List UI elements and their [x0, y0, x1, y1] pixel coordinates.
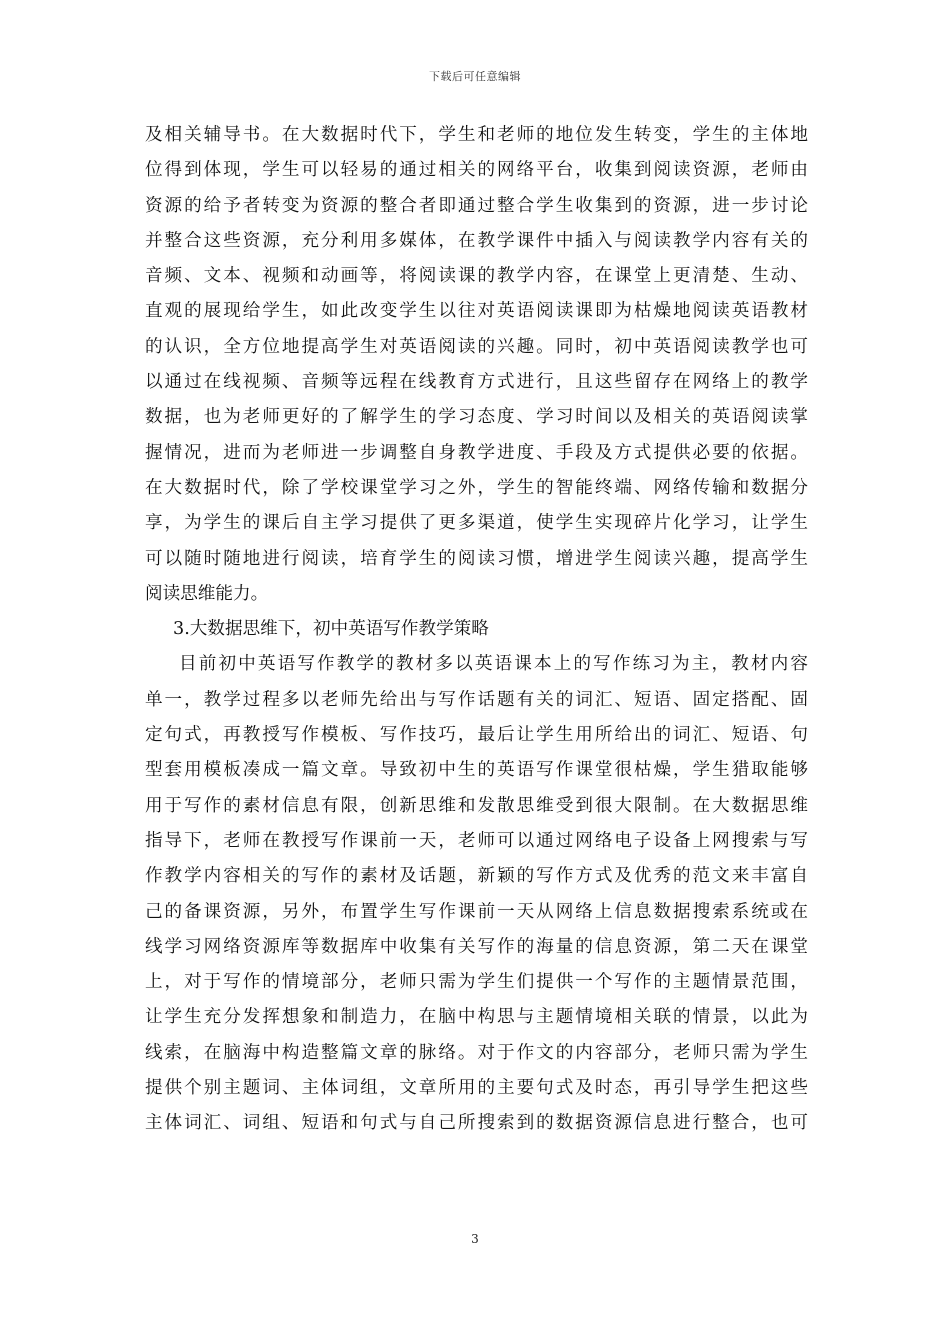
text-line: 以通过在线视频、音频等远程在线教育方式进行，且这些留存在网络上的教学: [145, 372, 808, 393]
section-heading: 3.大数据思维下，初中英语写作教学策略: [173, 619, 489, 640]
text-line: 作教学内容相关的写作的素材及话题，新颖的写作方式及优秀的范文来丰富自: [145, 866, 808, 887]
text-line: 让学生充分发挥想象和制造力，在脑中构思与主题情境相关联的情景，以此为: [145, 1007, 808, 1028]
text-line: 线学习网络资源库等数据库中收集有关写作的海量的信息资源，第二天在课堂: [145, 936, 808, 957]
text-line: 握情况，进而为老师进一步调整自身教学进度、手段及方式提供必要的依据。: [145, 442, 808, 463]
text-line: 提供个别主题词、主体词组，文章所用的主要句式及时态，再引导学生把这些: [145, 1078, 808, 1099]
text-line: 己的备课资源，另外，布置学生写作课前一天从网络上信息数据搜索系统或在: [145, 901, 808, 922]
paragraph-writing-strategy: [145, 647, 808, 1141]
text-line: 单一，教学过程多以老师先给出与写作话题有关的词汇、短语、固定搭配、固: [145, 689, 808, 710]
text-line: 直观的展现给学生，如此改变学生以往对英语阅读课即为枯燥地阅读英语教材: [145, 301, 808, 322]
text-line: 位得到体现，学生可以轻易的通过相关的网络平台，收集到阅读资源，老师由: [145, 160, 808, 181]
paragraph-reading-strategy: [145, 118, 808, 612]
text-line: 可以随时随地进行阅读，培育学生的阅读习惯，增进学生阅读兴趣，提高学生: [145, 548, 808, 569]
text-line: 的认识，全方位地提高学生对英语阅读的兴趣。同时，初中英语阅读教学也可: [145, 336, 808, 357]
text-line: 上，对于写作的情境部分，老师只需为学生们提供一个写作的主题情景范围，: [145, 972, 808, 993]
text-line: 用于写作的素材信息有限，创新思维和发散思维受到很大限制。在大数据思维: [145, 795, 808, 816]
text-line: 型套用模板凑成一篇文章。导致初中生的英语写作课堂很枯燥，学生猎取能够: [145, 760, 808, 781]
document-body: [145, 118, 808, 1142]
text-line: 线索，在脑海中构造整篇文章的脉络。对于作文的内容部分，老师只需为学生: [145, 1042, 808, 1063]
text-line: 在大数据时代，除了学校课堂学习之外，学生的智能终端、网络传输和数据分: [145, 477, 808, 498]
text-line: 享，为学生的课后自主学习提供了更多渠道，使学生实现碎片化学习，让学生: [145, 513, 808, 534]
text-line: 定句式，再教授写作模板、写作技巧，最后让学生用所给出的词汇、短语、句: [145, 725, 808, 746]
text-line: 及相关辅导书。在大数据时代下，学生和老师的地位发生转变，学生的主体地: [145, 125, 808, 145]
text-line: 指导下，老师在教授写作课前一天，老师可以通过网络电子设备上网搜索与写: [145, 830, 808, 851]
text-line: 音频、文本、视频和动画等，将阅读课的教学内容，在课堂上更清楚、生动、: [145, 266, 808, 287]
text-line: 目前初中英语写作教学的教材多以英语课本上的写作练习为主，教材内容: [179, 654, 808, 675]
text-line: 主体词汇、词组、短语和句式与自己所搜索到的数据资源信息进行整合，也可: [145, 1113, 808, 1134]
text-line: 并整合这些资源，充分利用多媒体，在教学课件中插入与阅读教学内容有关的: [145, 230, 808, 251]
text-line: 数据，也为老师更好的了解学生的学习态度、学习时间以及相关的英语阅读掌: [145, 407, 808, 428]
text-line: 阅读思维能力。: [145, 583, 269, 604]
text-line: 资源的给予者转变为资源的整合者即通过整合学生收集到的资源，进一步讨论: [145, 195, 808, 216]
page-header: 下载后可任意编辑: [429, 70, 521, 83]
page-number: 3: [471, 1232, 479, 1246]
